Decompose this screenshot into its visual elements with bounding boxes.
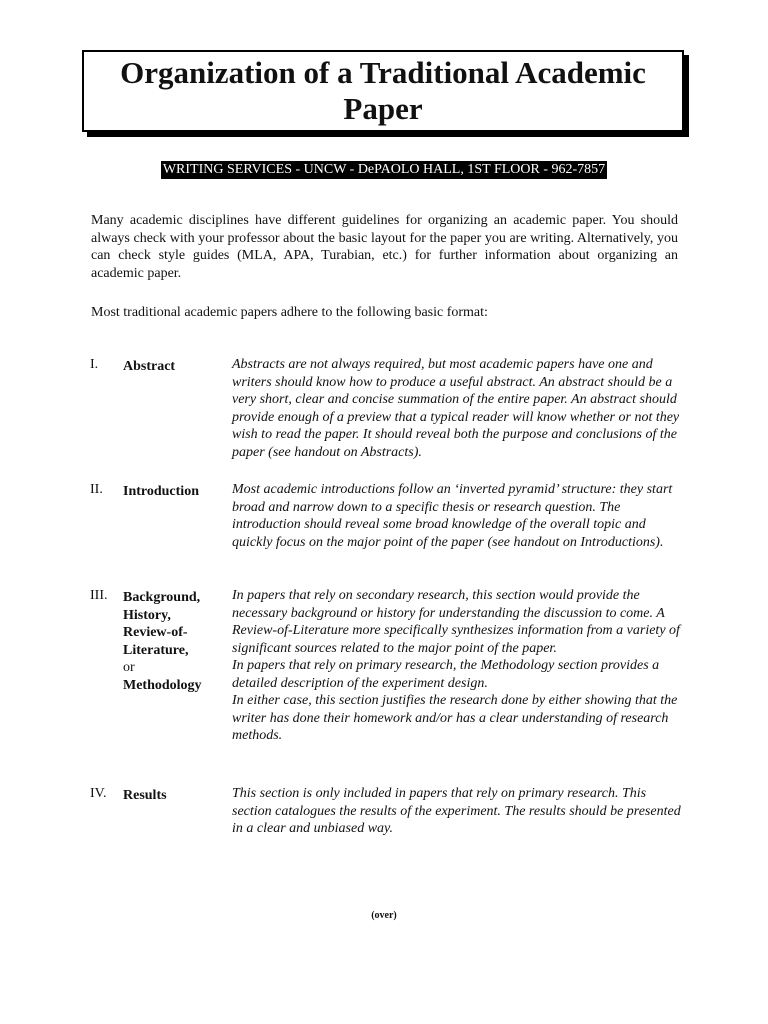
- section-body-paragraph: This section is only included in papers that rely on primary research. This section catalogues the results of the experiment. The results should be presented in a clear and unbiased way.: [232, 786, 681, 836]
- section-numeral: IV.: [90, 786, 107, 801]
- intro-paragraph: Many academic disciplines have different guidelines for organizing an academic paper. You should always check with your professor about the basic layout for the paper you are writing. Alternatively, you can check style guides (MLA, APA, Turabian, etc.) for further information about organizing an academic paper.: [91, 213, 678, 281]
- section-body: [232, 785, 682, 838]
- section-body-paragraph: In papers that rely on secondary research, this section would provide the necessary background or history for understanding the discussion to come. A Review-of-Literature more specifically synthesizes information from a variety of significant sources related to the major point of the paper.: [232, 588, 680, 656]
- banner-wrap: [0, 160, 768, 179]
- section-heading-line: Introduction: [123, 484, 199, 499]
- section-heading-line: History,: [123, 607, 171, 623]
- section-heading: [123, 483, 223, 501]
- lead-paragraph: Most traditional academic papers adhere to the following basic format:: [91, 305, 488, 320]
- title-box: [82, 50, 684, 132]
- section-heading-line: Background,: [123, 590, 201, 605]
- section-body: [232, 481, 682, 551]
- section-body-paragraph: Abstracts are not always required, but most academic papers have one and writers should know how to produce a useful abstract. An abstract should be a very short, clear and concise summation of the entire paper. An abstract should provide enough of a preview that a typical reader will know whether or not they wish to read the paper. It should reveal both the purpose and conclusions of the paper (see handout on Abstracts).: [232, 357, 680, 460]
- section-heading: [123, 787, 223, 805]
- contact-banner: WRITING SERVICES - UNCW - DePAOLO HALL, 1ST FLOOR - 962-7857: [162, 162, 606, 177]
- section-heading-line: or: [123, 660, 135, 675]
- section-heading-line: Literature,: [123, 642, 189, 658]
- section-heading: [123, 358, 223, 376]
- section-body-paragraph: Most academic introductions follow an ‘inverted pyramid’ structure: they start broad and narrow down to a specific thesis or research question. The introduction should reveal some broad knowledge of the overall topic and quickly focus on the major point of the paper (see handout on Introductions).: [232, 482, 673, 550]
- section-body-paragraph: In either case, this section justifies the research done by either showing that the writer has done their homework and/or has a clear understanding of research methods.: [232, 693, 678, 743]
- section-body: [232, 587, 682, 745]
- section-heading-line: Methodology: [123, 677, 202, 693]
- page-title: Organization of a Traditional Academic Paper: [120, 55, 646, 126]
- section-numeral: III.: [90, 588, 108, 603]
- section-body: [232, 356, 682, 461]
- section-heading-line: Abstract: [123, 359, 176, 374]
- section-numeral: II.: [90, 482, 103, 497]
- section-heading: [123, 589, 223, 694]
- section-body-paragraph: In papers that rely on primary research, the Methodology section provides a detailed description of the experiment design.: [232, 658, 660, 691]
- section-heading-line: Review-of-: [123, 625, 188, 640]
- page-footer: (over): [371, 910, 397, 921]
- section-heading-line: Results: [123, 788, 167, 803]
- section-numeral: I.: [90, 357, 99, 372]
